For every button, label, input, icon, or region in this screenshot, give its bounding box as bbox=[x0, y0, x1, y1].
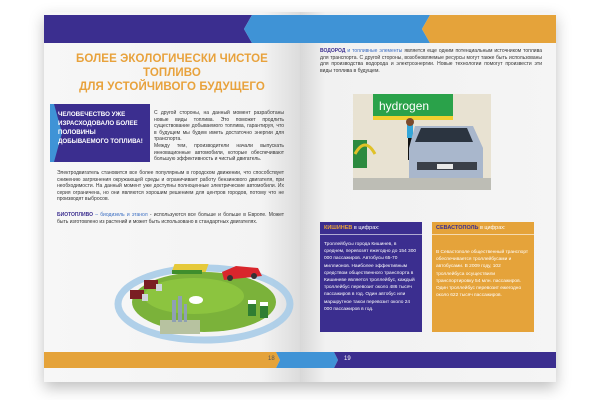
sevastopol-city: СЕВАСТОПОЛЬ bbox=[436, 225, 479, 231]
page-title bbox=[54, 52, 290, 94]
sevastopol-box-heading bbox=[432, 222, 534, 235]
title-line-2: ДЛЯ УСТОЙЧИВОГО БУДУЩЕГО bbox=[79, 81, 265, 93]
hydrogen-text: является еще одним потенциальным источником топлива для транспорта. С другой стороны, возобновляемые ресурсы могут также быть использованы для производства водорода и электроэнергии. Новые технологии помогут произвести эти виды топлива в будущем. bbox=[320, 48, 542, 74]
chisinau-city: КИШИНЕВ bbox=[324, 225, 353, 231]
sevastopol-stats-box bbox=[432, 222, 534, 332]
chisinau-box-text: Троллейбусы города Кишинев, в среднем, перевозят ежегодно до 154 300 000 пассажиров. Автобусы 65-70 миллионов. Наиболее эффективным средством общественного транспорта в Кишиневе является троллейбус, каждый троллейбус перевозит около 486 тысяч пассажиров в год. Один автобус или маршрутное такси перевозит около 24 000 пассажиров в год. bbox=[324, 242, 417, 312]
right-page bbox=[300, 12, 556, 382]
hydrogen-station-photo bbox=[353, 94, 491, 190]
chisinau-suffix: в цифрах: bbox=[352, 225, 380, 231]
page-number: 18 bbox=[268, 356, 275, 362]
chisinau-box-heading bbox=[320, 222, 422, 235]
biofuel-paragraph bbox=[57, 212, 284, 225]
body-paragraph-3: Электродвигатель становится все более популярным в городском движении, что способствует снижению загрязнения окружающей среды и ограничивает работу бензинового двигателя, при необходимости. На данный момент уже доступны полноценные электрические автомобили. Их серия ограничена, но они являются хорошим решением для центров городов, потому что не производят выбросов. bbox=[57, 170, 284, 203]
sevastopol-box-text: В Севастополе общественный транспорт обеспечивается троллейбусами и автобусами. В 2009 году, 102 троллейбуса осуществили транспортировку 54 млн. пассажиров. Один троллейбус перевозит ежегодно около 622 тысяч пассажиров. bbox=[436, 250, 529, 299]
biofuel-label: БИОТОПЛИВО bbox=[57, 212, 93, 218]
hydrogen-label: ВОДОРОД bbox=[320, 48, 346, 54]
hydrogen-sign-text: hydrogen bbox=[379, 99, 430, 113]
title-line-1: БОЛЕЕ ЭКОЛОГИЧЕСКИ ЧИСТОЕ ТОПЛИВО bbox=[76, 53, 268, 79]
sevastopol-suffix: в цифрах: bbox=[478, 225, 506, 231]
biofuel-text: - используются все больше и больше в Европе. Может быть изготовлено из растений и может быть использовано в стандартных двигателях. bbox=[57, 212, 284, 225]
paragraph-1: С другой стороны, на данный момент разработаны новые виды топлива. Это поможет продлить существование добываемого топлива, гарантируя, что в будущем мы будем иметь достаточно энергии для транспорта. bbox=[154, 110, 284, 143]
paragraph-2: Между тем, производители начали выпускать инновационные автомобили, которые обеспечивают большую эффективность и чистый двигатель. bbox=[154, 142, 284, 163]
top-header-band bbox=[300, 15, 556, 43]
biofuel-cycle-illustration bbox=[114, 260, 294, 346]
body-paragraph-1 bbox=[154, 110, 284, 163]
chisinau-stats-box bbox=[320, 222, 422, 332]
callout-text: ЧЕЛОВЕЧЕСТВО УЖЕ ИЗРАСХОДОВАЛО БОЛЕЕ ПОЛОВИНЫ ДОБЫВАЕМОГО ТОПЛИВА! bbox=[58, 111, 143, 145]
hydrogen-sub: и топливные элементы bbox=[345, 48, 403, 54]
hydrogen-paragraph bbox=[320, 48, 542, 74]
bottom-footer-band bbox=[300, 352, 556, 368]
top-header-band bbox=[44, 15, 300, 43]
bottom-footer-band bbox=[44, 352, 300, 368]
page-number: 19 bbox=[344, 356, 351, 362]
left-page bbox=[44, 12, 300, 382]
brochure-spread bbox=[44, 12, 556, 382]
biofuel-sub: – биодизель и этанол bbox=[92, 212, 148, 218]
